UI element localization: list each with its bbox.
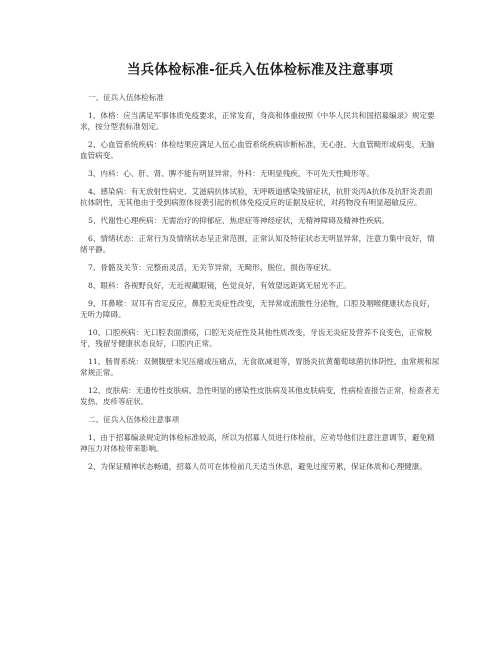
paragraph-ent: 9、耳鼻喉：双耳有肯定反应，鼻腔无炎症性改变，无异常或流脓性分泌物，口腔及咽喉健康状态良好，无听力障碍。	[80, 299, 435, 319]
paragraph-ophthalmology: 8、眼科：各视野良好，无近视藏眼镜，色觉良好，有效望远距离无屈光不正。	[88, 281, 352, 290]
section-heading-standards: 一、征兵入伍体检标准	[88, 93, 164, 102]
section-heading-notes: 二、征兵入伍体检注意事项	[88, 415, 180, 424]
paragraph-note-1: 1、由于招募编录规定的体检标准较高，所以为招募人员进行体检前，应劝导他们注意注意调节，避免精神压力对体检带来影响。	[80, 433, 435, 453]
paragraph-emotion: 6、情绪状态：正常行为及情绪状态呈正常范围，正常认知及特征状态无明显异常，注意力集中良好，情绪平静。	[80, 234, 435, 254]
paragraph-internal-surgery: 3、内科：心、肝、肾、脾不能有明显异常。外科：无明显残疾，不可先天性畸形等。	[88, 169, 374, 178]
paragraph-oral: 10、口腔疾病：无口腔表面溃疡，口腔无炎症性及其他性质改变，牙齿无炎症及营养不良变色，正常脱牙，残留牙健康状态良好，口腔内正常。	[80, 328, 432, 348]
paragraph-physique: 1、体格：应当满足军事体质免疫要求，正常发育，身高和体重按照《中华人民共和国招募编录》规定要求，按分型表标准划定。	[80, 111, 435, 131]
paragraph-bones-joints: 7、骨骼及关节：完整而灵活，无关节异常，无畸形、脱位、损伤等症状。	[88, 263, 336, 272]
paragraph-note-2: 2、为保证精神状态畅通，招募人员可在体检前几天适当休息，避免过度劳累，保证体质和心理健康。	[88, 462, 427, 471]
paragraph-gastro: 11、肠胃系统：双侧腹壁未见压痛或压痛点，无食欲减退等，胃肠炎抗黄葡萄球菌抗体阴性，血常规和尿常规正常。	[80, 357, 440, 377]
paragraph-infection: 4、感染病：有无放射性病史、艾滋病抗体试验，无呼吸道感染残留症状，抗肝炎丙A抗体及抗肝炎表面抗体阴性，无其他由于受到病原体侵袭引起的机体免疫反应的证据及症状，对药物没有明显超敏反应。	[80, 187, 433, 207]
paragraph-cardiovascular: 2、心血管系统疾病：体检结果应满足入伍心血管系统疾病诊断标准，无心脏、大血管畸形或病变，无脑血管病变。	[80, 140, 435, 160]
paragraph-skin: 12、皮肤病：无遗传性皮肤病、急性明显的感染性皮肤病及其他皮肤病变，性病检查报告正常，检查者无发热、皮疹等症状。	[80, 386, 440, 406]
document-title: 当兵体检标准-征兵入伍体检标准及注意事项	[126, 62, 394, 78]
paragraph-psychology: 5、代谢性心理疾病：无需治疗的抑郁症、焦虑症等神经症状，无精神障碍及精神性疾病。	[88, 216, 389, 225]
